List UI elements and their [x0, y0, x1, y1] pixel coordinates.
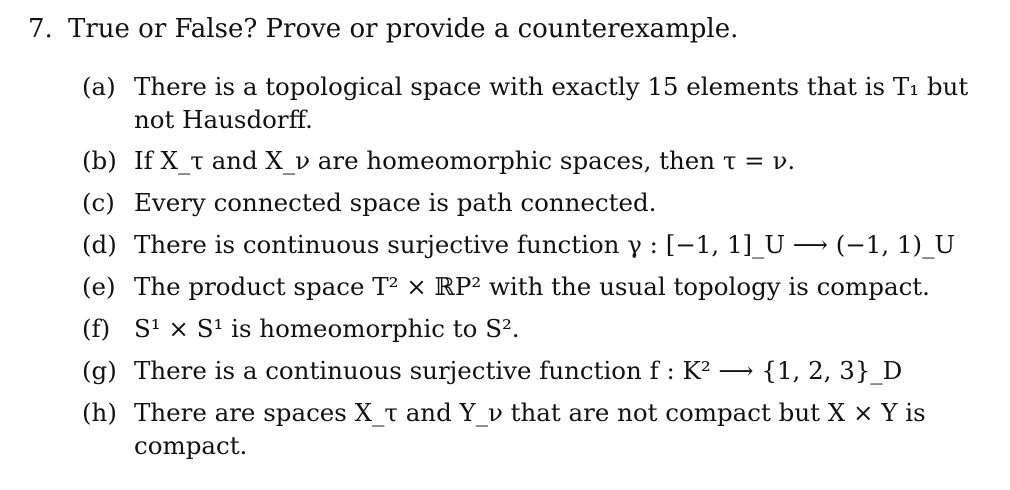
list-item: [82, 144, 982, 177]
item-text: There is a topological space with exactly 15 elements that is T₁ but not Hausdorff.: [134, 72, 969, 134]
item-text: The product space T² × ℝP² with the usual topology is compact.: [134, 272, 930, 301]
problem-number: 7.: [28, 14, 53, 44]
item-label: (h): [82, 398, 117, 427]
item-label: (e): [82, 272, 116, 301]
list-item: [82, 186, 982, 219]
problem-header: [28, 12, 738, 46]
item-text: There are spaces X_τ and Y_ν that are not compact but X × Y is compact.: [134, 398, 926, 460]
problem-prompt: True or False? Prove or provide a counterexample.: [68, 14, 739, 44]
list-item: [82, 396, 982, 462]
item-text: Every connected space is path connected.: [134, 188, 657, 217]
list-item: [82, 312, 982, 345]
list-item: [82, 70, 982, 136]
item-text: If X_τ and X_ν are homeomorphic spaces, then τ = ν.: [134, 146, 796, 175]
list-item: [82, 228, 982, 261]
item-text: There is continuous surjective function γ : [−1, 1]_U ⟶ (−1, 1)_U: [134, 230, 955, 259]
item-label: (a): [82, 72, 116, 101]
item-text: There is a continuous surjective function f : K² ⟶ {1, 2, 3}_D: [134, 356, 903, 385]
item-text: S¹ × S¹ is homeomorphic to S².: [134, 314, 520, 343]
item-label: (g): [82, 356, 117, 385]
list-item: [82, 270, 982, 303]
item-label: (b): [82, 146, 117, 175]
item-label: (f): [82, 314, 111, 343]
item-label: (d): [82, 230, 117, 259]
item-list: [82, 70, 982, 470]
list-item: [82, 354, 982, 387]
item-label: (c): [82, 188, 115, 217]
